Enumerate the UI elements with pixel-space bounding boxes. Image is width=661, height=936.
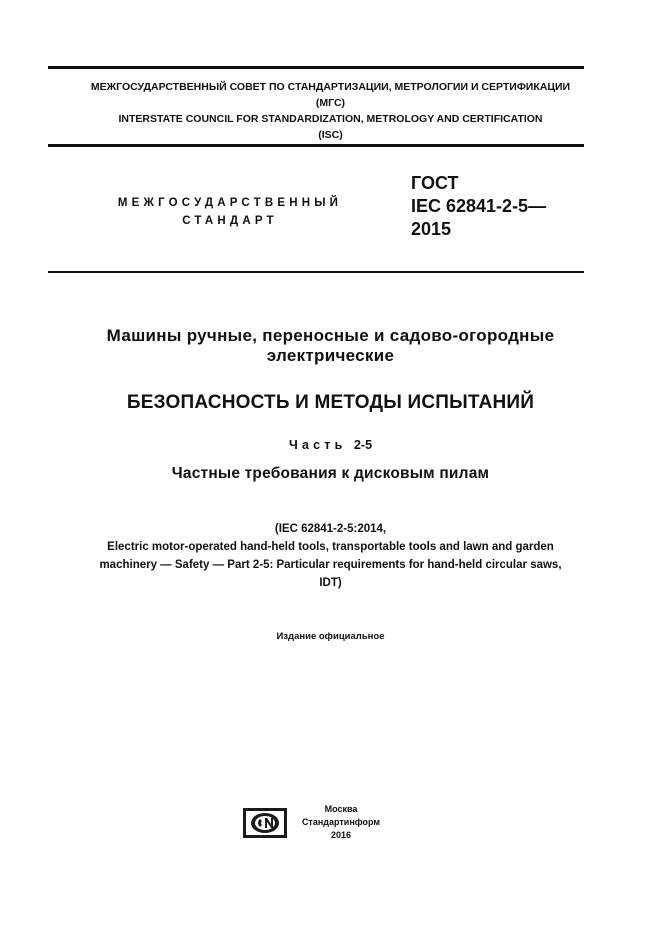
iec-reference-line1: (IEC 62841-2-5:2014, — [274, 523, 387, 535]
council-abbr-en: (ISC) — [318, 129, 343, 141]
council-name-en: INTERSTATE COUNCIL FOR STANDARDIZATION, METROLOGY AND CERTIFICATION — [118, 113, 543, 125]
publisher-name: Стандартинформ — [301, 817, 381, 827]
designation-number: IEC 62841-2-5— — [411, 196, 547, 216]
designation-gost: ГОСТ — [411, 173, 459, 193]
part-word: Часть — [288, 438, 347, 452]
council-abbr-ru: (МГС) — [315, 97, 346, 109]
document-title — [40, 326, 621, 366]
council-bottom-rule — [48, 144, 584, 147]
designation-year: 2015 — [411, 219, 452, 239]
iec-reference-line3: machinery — Safety — Part 2-5: Particular requirements for hand-held circular saws, — [99, 559, 562, 571]
document-subtitle: Частные требования к дисковым пилам — [171, 465, 490, 482]
standard-label-line2: СТАНДАРТ — [182, 215, 278, 227]
edition-label: Издание официальное — [276, 631, 385, 642]
iec-reference-line2: Electric motor-operated hand-held tools, transportable tools and lawn and garden — [107, 541, 554, 553]
standard-label-line1: МЕЖГОСУДАРСТВЕННЫЙ — [117, 197, 343, 209]
council-name-ru: МЕЖГОСУДАРСТВЕННЫЙ СОВЕТ ПО СТАНДАРТИЗАЦИИ, МЕТРОЛОГИИ И СЕРТИФИКАЦИИ — [90, 81, 571, 93]
iec-reference — [40, 520, 621, 592]
council-block — [40, 79, 621, 143]
title-line2: электрические — [266, 346, 395, 365]
standard-designation — [411, 172, 546, 241]
top-rule — [48, 66, 584, 69]
publisher-year: 2016 — [330, 830, 352, 840]
header-bottom-rule — [48, 271, 584, 273]
standartinform-logo-icon — [243, 808, 287, 838]
part-label — [40, 438, 621, 452]
publisher-block — [296, 803, 386, 842]
part-number: 2-5 — [353, 438, 373, 452]
standard-label — [100, 194, 360, 230]
title-line1: Машины ручные, переносные и садово-огородные — [106, 326, 555, 345]
iec-reference-line4: IDT) — [319, 577, 342, 589]
publisher-city: Москва — [324, 804, 358, 814]
document-main-title: БЕЗОПАСНОСТЬ И МЕТОДЫ ИСПЫТАНИЙ — [126, 392, 535, 413]
